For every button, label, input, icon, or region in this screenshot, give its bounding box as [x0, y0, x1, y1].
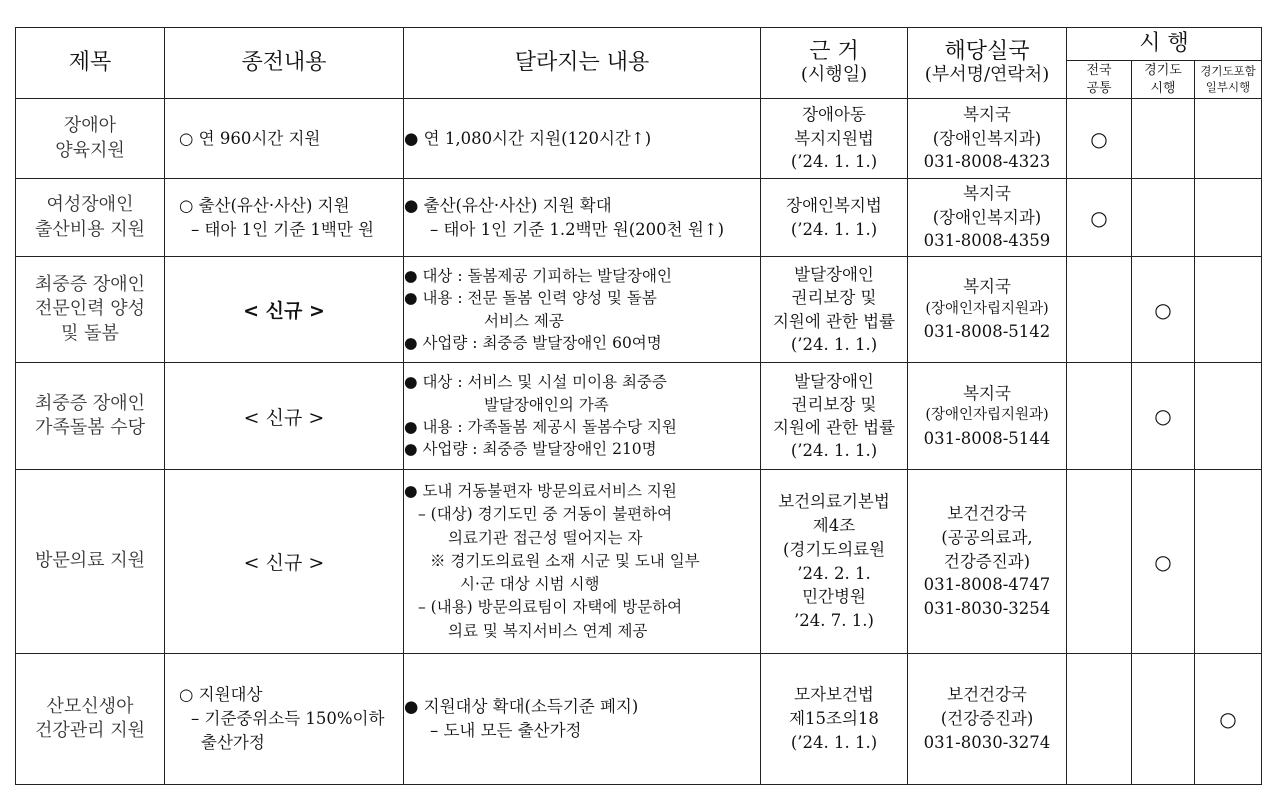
table-row	[16, 654, 1262, 785]
policy-changes-table	[15, 27, 1262, 785]
row-changed: ● 도내 거동불편자 방문의료서비스 지원 – (대상) 경기도민 중 거동이 불편하여 의료기관 접근성 떨어지는 자 ※ 경기도의료원 소재 시군 및 도내 일부 시·군 대상 시범 시행 – (내용) 방문의료팀이 자택에 방문하여 의료 및 복지서비스 연계 제공	[404, 470, 761, 654]
row-previous: ○ 출산(유산·사산) 지원 – 태아 1인 기준 1백만 원	[165, 179, 404, 257]
header-title: 제목	[16, 28, 165, 99]
row-basis: 장애인복지법 (’24. 1. 1.)	[761, 179, 908, 257]
row-changed: ● 지원대상 확대(소득기준 폐지) – 도내 모든 출산가정	[404, 654, 761, 785]
row-impl-gyeonggi	[1132, 654, 1195, 785]
row-dept: 복지국 (장애인복지과) 031-8008-4323	[908, 99, 1067, 179]
row-impl-common: ○	[1067, 179, 1132, 257]
row-dept: 복지국 (장애인자립지원과) 031-8008-5144	[908, 363, 1067, 470]
header-basis	[761, 28, 908, 99]
row-basis: 발달장애인 권리보장 및 지원에 관한 법률 (’24. 1. 1.)	[761, 363, 908, 470]
row-title: 방문의료 지원	[16, 470, 165, 654]
row-basis: 장애아동 복지지원법 (’24. 1. 1.)	[761, 99, 908, 179]
row-impl-partial	[1195, 363, 1262, 470]
row-changed: ● 대상 : 서비스 및 시설 미이용 최중증 발달장애인의 가족 ● 내용 : 가족돌봄 제공시 돌봄수당 지원 ● 사업량 : 최중증 발달장애인 210명	[404, 363, 761, 470]
header-row	[16, 28, 1262, 61]
row-impl-partial	[1195, 179, 1262, 257]
row-changed: ● 대상 : 돌봄제공 기피하는 발달장애인 ● 내용 : 전문 돌봄 인력 양성 및 돌봄 서비스 제공 ● 사업량 : 최중증 발달장애인 60여명	[404, 257, 761, 363]
header-implementation: 시 행	[1067, 28, 1262, 61]
header-impl-gyeonggi: 경기도 시행	[1132, 61, 1195, 99]
row-changed: ● 연 1,080시간 지원(120시간↑)	[404, 99, 761, 179]
row-title: 장애아 양육지원	[16, 99, 165, 179]
table-row	[16, 470, 1262, 654]
row-impl-partial	[1195, 257, 1262, 363]
row-impl-gyeonggi: ○	[1132, 470, 1195, 654]
row-impl-partial	[1195, 470, 1262, 654]
row-impl-common	[1067, 363, 1132, 470]
table-row	[16, 99, 1262, 179]
header-basis-line1: 근 거	[809, 39, 859, 65]
row-impl-gyeonggi	[1132, 179, 1195, 257]
header-dept	[908, 28, 1067, 99]
row-impl-common	[1067, 654, 1132, 785]
row-previous: ○ 연 960시간 지원	[165, 99, 404, 179]
row-dept: 보건건강국 (건강증진과) 031-8030-3274	[908, 654, 1067, 785]
row-previous-new-badge: < 신규 >	[165, 257, 404, 363]
header-changed: 달라지는 내용	[404, 28, 761, 99]
header-impl-common: 전국 공통	[1067, 61, 1132, 99]
table-row	[16, 363, 1262, 470]
header-dept-line2: (부서명/연락처)	[924, 64, 1050, 86]
row-title: 여성장애인 출산비용 지원	[16, 179, 165, 257]
row-dept: 보건건강국 (공공의료과, 건강증진과) 031-8008-4747 031-8030-3254	[908, 470, 1067, 654]
row-impl-common	[1067, 470, 1132, 654]
row-changed: ● 출산(유산·사산) 지원 확대 – 태아 1인 기준 1.2백만 원(200천 원↑)	[404, 179, 761, 257]
row-impl-gyeonggi: ○	[1132, 257, 1195, 363]
row-impl-common: ○	[1067, 99, 1132, 179]
table-row	[16, 257, 1262, 363]
row-impl-gyeonggi: ○	[1132, 363, 1195, 470]
row-dept: 복지국 (장애인자립지원과) 031-8008-5142	[908, 257, 1067, 363]
header-dept-line1: 해당실국	[944, 39, 1030, 65]
row-impl-gyeonggi	[1132, 99, 1195, 179]
row-dept: 복지국 (장애인복지과) 031-8008-4359	[908, 179, 1067, 257]
row-previous: ○ 지원대상 – 기준중위소득 150%이하 출산가정	[165, 654, 404, 785]
row-impl-partial: ○	[1195, 654, 1262, 785]
row-previous-new-badge: < 신규 >	[165, 363, 404, 470]
header-basis-line2: (시행일)	[800, 64, 868, 86]
row-previous-new-badge: < 신규 >	[165, 470, 404, 654]
row-title: 산모신생아 건강관리 지원	[16, 654, 165, 785]
table-row	[16, 179, 1262, 257]
row-basis: 모자보건법 제15조의18 (’24. 1. 1.)	[761, 654, 908, 785]
header-previous: 종전내용	[165, 28, 404, 99]
row-title: 최중증 장애인 가족돌봄 수당	[16, 363, 165, 470]
row-basis: 발달장애인 권리보장 및 지원에 관한 법률 (’24. 1. 1.)	[761, 257, 908, 363]
row-impl-common	[1067, 257, 1132, 363]
row-impl-partial	[1195, 99, 1262, 179]
row-basis: 보건의료기본법 제4조 (경기도의료원 ’24. 2. 1. 민간병원 ’24. 7. 1.)	[761, 470, 908, 654]
header-impl-partial: 경기도포함 일부시행	[1195, 61, 1262, 99]
row-title: 최중증 장애인 전문인력 양성 및 돌봄	[16, 257, 165, 363]
